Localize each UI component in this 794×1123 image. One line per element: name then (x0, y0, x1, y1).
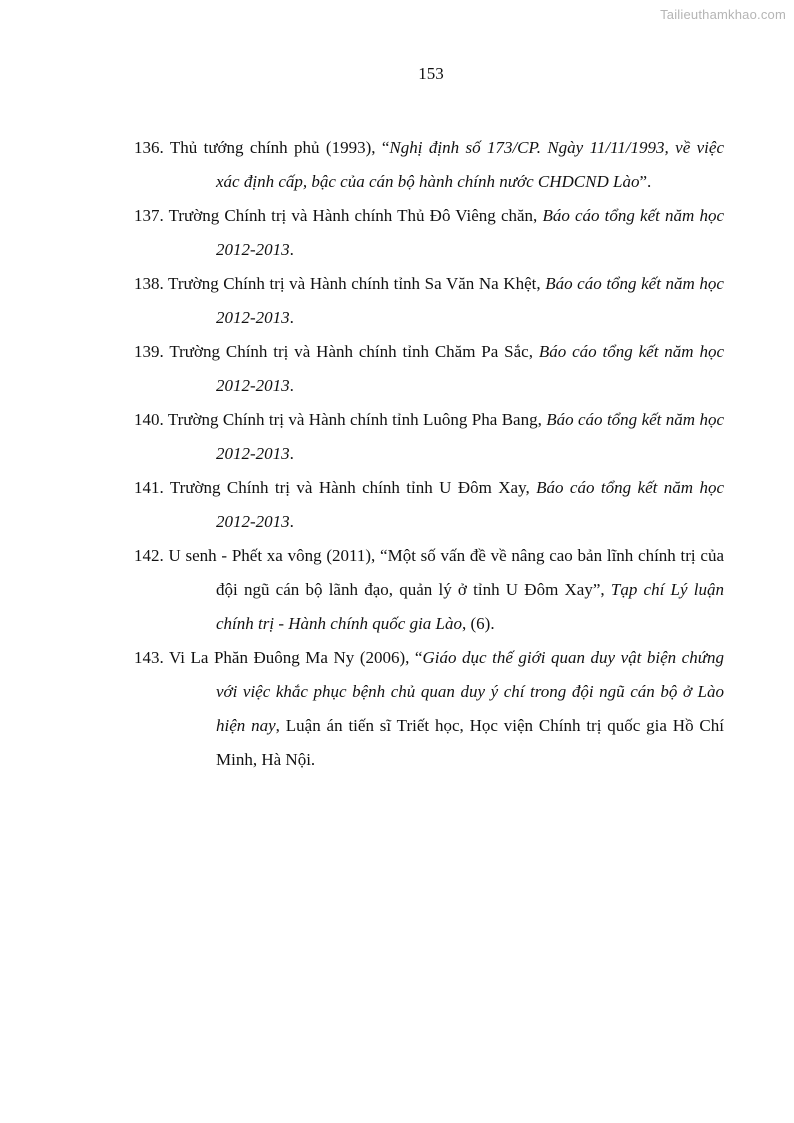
reference-suffix: . (289, 240, 294, 259)
reference-text: Trường Chính trị và Hành chính tỉnh U Đôm Xay, (169, 478, 537, 497)
reference-suffix: ”. (639, 172, 652, 191)
reference-number: 138. (134, 274, 164, 293)
reference-suffix: , Luận án tiến sĩ Triết học, Học viện Chính trị quốc gia Hồ Chí Minh, Hà Nội. (216, 716, 724, 769)
reference-title: Tạp chí Lý luận chính trị - Hành chính quốc gia Lào (216, 580, 724, 633)
reference-item (134, 403, 724, 471)
reference-title: Giáo dục thế giới quan duy vật biện chứng với việc khắc phục bệnh chủ quan duy ý chí trong đội ngũ cán bộ ở Lào hiện nay (216, 648, 724, 735)
reference-number: 141. (134, 478, 164, 497)
reference-text: Trường Chính trị và Hành chính tỉnh Luông Pha Bang, (167, 410, 547, 429)
reference-number: 142. (134, 546, 164, 565)
reference-title: Báo cáo tổng kết năm học 2012-2013 (216, 274, 724, 327)
reference-item (134, 131, 724, 199)
reference-text: Trường Chính trị và Hành chính tỉnh Chăm Pa Sắc, (169, 342, 539, 361)
reference-item (134, 471, 724, 539)
reference-title: Báo cáo tổng kết năm học 2012-2013 (216, 410, 725, 463)
watermark: Tailieuthamkhao.com (660, 7, 786, 22)
reference-item (134, 267, 724, 335)
reference-text: Vi La Phăn Đuông Ma Ny (2006), “ (168, 648, 423, 667)
reference-number: 136. (134, 138, 164, 157)
reference-suffix: . (289, 376, 294, 395)
reference-text: Trường Chính trị và Hành chính Thủ Đô Viêng chăn, (168, 206, 543, 225)
reference-number: 140. (134, 410, 164, 429)
reference-number: 139. (134, 342, 164, 361)
reference-text: Trường Chính trị và Hành chính tỉnh Sa Văn Na Khệt, (168, 274, 546, 293)
reference-item (134, 539, 724, 641)
reference-text: Thủ tướng chính phủ (1993), “ (169, 138, 390, 157)
reference-suffix: , (6). (462, 614, 495, 633)
reference-suffix: . (289, 444, 294, 463)
page-number: 153 (418, 64, 444, 83)
reference-item (134, 641, 724, 777)
reference-title: Báo cáo tổng kết năm học 2012-2013 (216, 206, 724, 259)
reference-number: 143. (134, 648, 164, 667)
reference-suffix: . (289, 512, 294, 531)
reference-item (134, 335, 724, 403)
reference-number: 137. (134, 206, 164, 225)
reference-item (134, 199, 724, 267)
reference-text: U senh - Phết xa vông (2011), “Một số vấn đề về nâng cao bản lĩnh chính trị của đội ngũ cán bộ lãnh đạo, quản lý ở tỉnh U Đôm Xay”, (168, 546, 724, 599)
reference-suffix: . (289, 308, 294, 327)
reference-title: Báo cáo tổng kết năm học 2012-2013 (216, 342, 725, 395)
reference-list (134, 131, 724, 777)
reference-title: Báo cáo tổng kết năm học 2012-2013 (216, 478, 724, 531)
reference-title: Nghị định số 173/CP. Ngày 11/11/1993, về việc xác định cấp, bậc của cán bộ hành chính nước CHDCND Lào (216, 138, 724, 191)
